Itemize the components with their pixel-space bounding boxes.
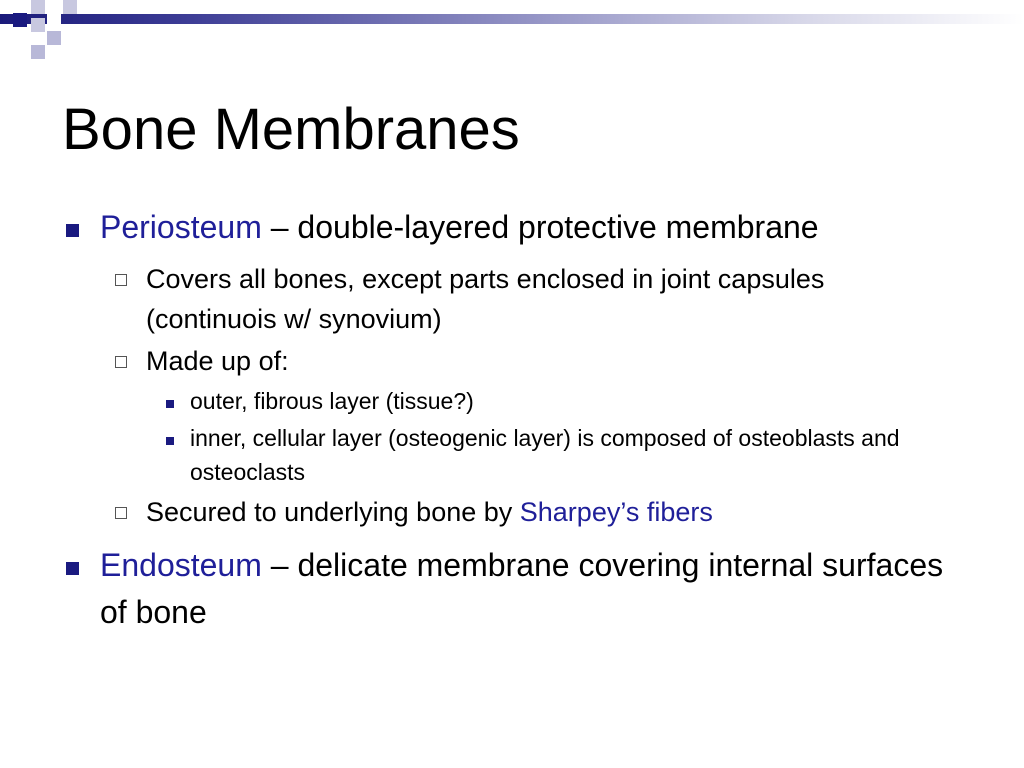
- bullet-item-periosteum: [62, 204, 962, 251]
- small-square-bullet-icon: [166, 400, 174, 408]
- sub-bullet-text: Secured to underlying bone by: [146, 497, 520, 527]
- hollow-square-bullet-icon: [115, 356, 127, 368]
- hollow-square-bullet-icon: [115, 274, 127, 286]
- bullet-text: – delicate membrane covering internal surfaces of bone: [100, 547, 944, 630]
- header-square: [31, 18, 45, 32]
- hollow-square-bullet-icon: [115, 507, 127, 519]
- sub-sub-bullet-item: [62, 384, 962, 418]
- header-square: [47, 31, 61, 45]
- header-square: [31, 0, 45, 14]
- bullet-item-endosteum: [62, 542, 962, 636]
- sub-bullet-item: [62, 492, 962, 532]
- slide-title: Bone Membranes: [62, 97, 520, 162]
- header-square: [47, 14, 61, 28]
- slide-body: [62, 204, 962, 644]
- bullet-text: – double-layered protective membrane: [261, 209, 819, 245]
- header-square: [63, 0, 77, 14]
- sub-sub-bullet-text: outer, fibrous layer (tissue?): [190, 388, 474, 414]
- square-bullet-icon: [66, 562, 79, 575]
- sub-sub-bullet-text: inner, cellular layer (osteogenic layer) is composed of osteoblasts and osteoclasts: [190, 425, 900, 485]
- header-square: [13, 13, 27, 27]
- square-bullet-icon: [66, 224, 79, 237]
- term-periosteum: Periosteum: [100, 209, 262, 245]
- sub-sub-bullet-item: [62, 421, 962, 489]
- sub-bullet-item: [62, 259, 962, 339]
- sub-bullet-text: Made up of:: [146, 346, 289, 376]
- sub-bullet-item: [62, 341, 962, 381]
- header-gradient-band: [0, 14, 1024, 24]
- small-square-bullet-icon: [166, 437, 174, 445]
- sub-bullet-text: Covers all bones, except parts enclosed in joint capsules (continuois w/ synovium): [146, 264, 825, 334]
- term-sharpeys-fibers: Sharpey’s fibers: [519, 497, 713, 527]
- header-square: [31, 45, 45, 59]
- term-endosteum: Endosteum: [100, 547, 262, 583]
